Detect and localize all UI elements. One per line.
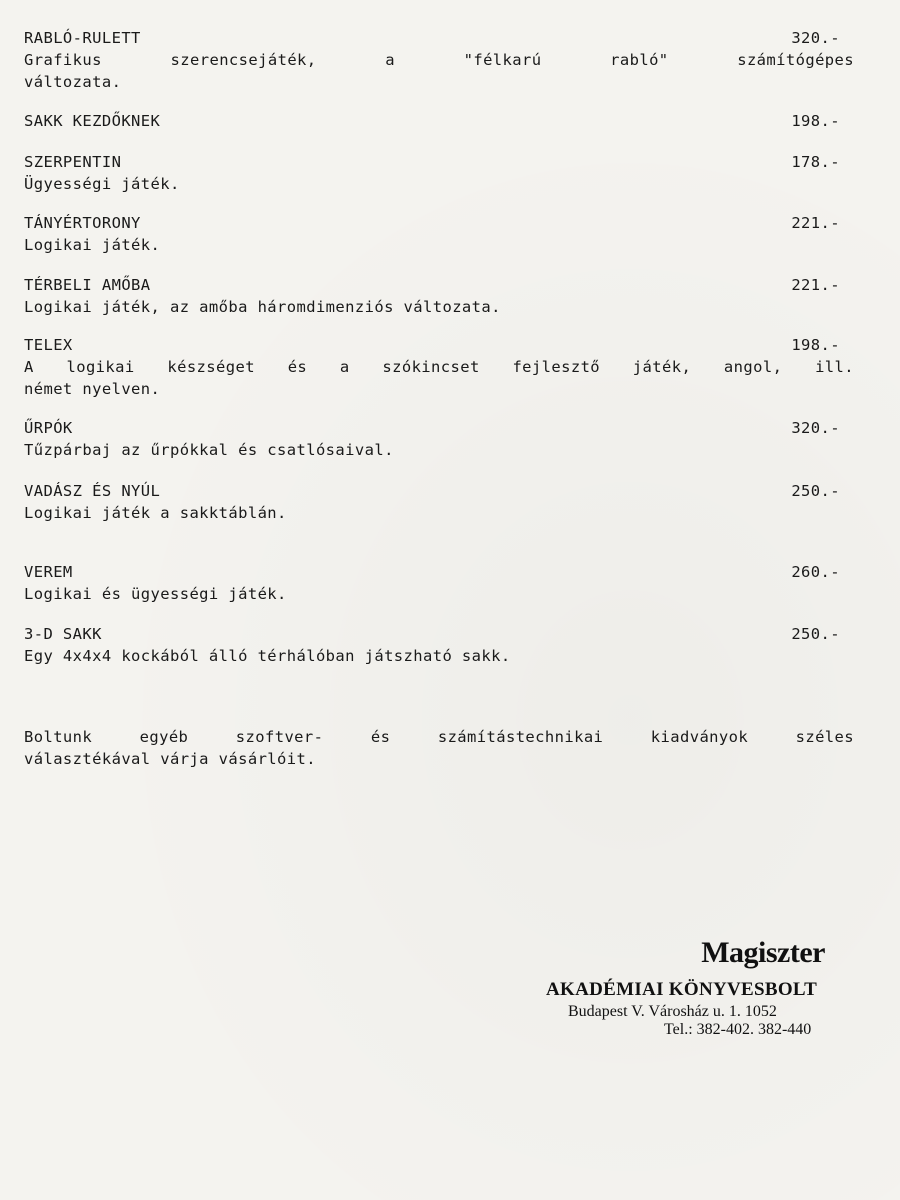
entry-title: VEREM (24, 563, 73, 581)
entry-description-line: német nyelven. (24, 380, 161, 398)
entry-title: TÁNYÉRTORONY (24, 214, 141, 232)
entry-title: SAKK KEZDŐKNEK (24, 112, 161, 130)
entry-price: 250.- (791, 625, 840, 643)
magiszter-logo: Magiszter (701, 936, 825, 969)
entry-title-row (24, 110, 854, 132)
entry-title-row (24, 561, 854, 583)
closing-line: választékával várja vásárlóit. (24, 750, 316, 768)
entry-title-row (24, 417, 854, 439)
entry-price: 260.- (791, 563, 840, 581)
entry-title: TÉRBELI AMŐBA (24, 276, 151, 294)
entry-sakk-kezdoknek (24, 110, 854, 132)
entry-vadasz-es-nyul (24, 480, 854, 524)
entry-telex (24, 334, 854, 400)
entry-description-line: Logikai játék, az amőba háromdimenziós változata. (24, 298, 501, 316)
entry-description-line: Egy 4x4x4 kockából álló térhálóban játszható sakk. (24, 647, 511, 665)
shop-address: Budapest V. Városház u. 1. 1052 (568, 1003, 777, 1020)
entry-description-line: változata. (24, 73, 122, 91)
closing-line: Boltunk egyéb szoftver- és számítástechnikai kiadványok széles (24, 728, 854, 746)
entry-3d-sakk (24, 623, 854, 667)
shop-phone: Tel.: 382-402. 382-440 (664, 1021, 812, 1038)
entry-title-row (24, 274, 854, 296)
entry-description-line: Ügyességi játék. (24, 175, 180, 193)
entry-title: SZERPENTIN (24, 153, 122, 171)
entry-price: 320.- (791, 29, 840, 47)
entry-title: TELEX (24, 336, 73, 354)
entry-urpok (24, 417, 854, 461)
entry-szerpentin (24, 151, 854, 195)
entry-verem (24, 561, 854, 605)
closing-paragraph (24, 726, 854, 770)
entry-description-line: Logikai játék a sakktáblán. (24, 504, 287, 522)
entry-description-line: Logikai és ügyességi játék. (24, 585, 287, 603)
entry-title: 3-D SAKK (24, 625, 102, 643)
entry-title-row (24, 480, 854, 502)
shop-name: AKADÉMIAI KÖNYVESBOLT (546, 979, 818, 1000)
entry-title-row (24, 151, 854, 173)
shop-imprint (540, 935, 850, 1039)
entry-title: RABLÓ-RULETT (24, 29, 141, 47)
entry-rablo-rulett (24, 27, 854, 93)
entry-price: 221.- (791, 276, 840, 294)
entry-title-row (24, 27, 854, 49)
entry-price: 221.- (791, 214, 840, 232)
entry-description-line: Logikai játék. (24, 236, 161, 254)
entry-title: VADÁSZ ÉS NYÚL (24, 482, 161, 500)
entry-title-row (24, 623, 854, 645)
entry-title-row (24, 212, 854, 234)
entry-description-line: Tűzpárbaj az űrpókkal és csatlósaival. (24, 441, 394, 459)
entry-price: 198.- (791, 336, 840, 354)
entry-title-row (24, 334, 854, 356)
entry-price: 320.- (791, 419, 840, 437)
entry-description-line: Grafikus szerencsejáték, a "félkarú rabló" számítógépes (24, 51, 854, 69)
entry-title: ŰRPÓK (24, 419, 73, 437)
entry-price: 250.- (791, 482, 840, 500)
entry-price: 178.- (791, 153, 840, 171)
entry-price: 198.- (791, 112, 840, 130)
entry-terbeli-amoba (24, 274, 854, 318)
entry-tanyertorony (24, 212, 854, 256)
entry-description-line: A logikai készséget és a szókincset fejlesztő játék, angol, ill. (24, 358, 854, 376)
